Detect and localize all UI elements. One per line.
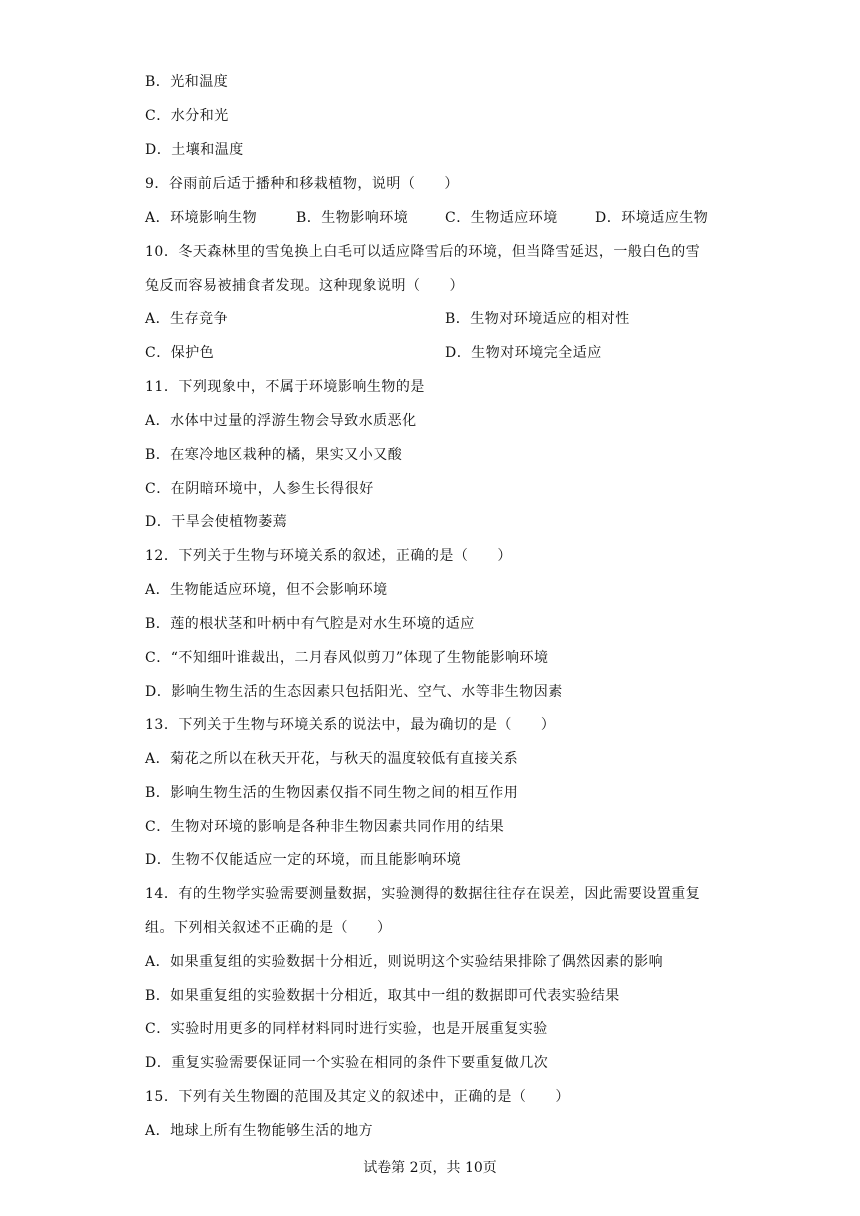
q12-option-b: B．莲的根状茎和叶柄中有气腔是对水生环境的适应 <box>145 616 475 632</box>
option-c-water-light: C．水分和光 <box>145 108 229 124</box>
q13-option-b: B．影响生物生活的生物因素仅指不同生物之间的相互作用 <box>145 785 519 801</box>
question-12: 12．下列关于生物与环境关系的叙述，正确的是（ ） <box>145 548 512 564</box>
q13-option-c: C．生物对环境的影响是各种非生物因素共同作用的结果 <box>145 819 505 835</box>
q11-option-d: D．干旱会使植物萎蔫 <box>145 514 288 530</box>
q11-option-b: B．在寒冷地区栽种的橘，果实又小又酸 <box>145 447 403 463</box>
q14-option-b: B．如果重复组的实验数据十分相近，取其中一组的数据即可代表实验结果 <box>145 988 620 1004</box>
question-10-line-1: 10．冬天森林里的雪兔换上白毛可以适应降雪后的环境，但当降雪延迟，一般白色的雪 <box>145 244 701 260</box>
q10-option-b: B．生物对环境适应的相对性 <box>445 311 630 327</box>
q13-option-a: A．菊花之所以在秋天开花，与秋天的温度较低有直接关系 <box>145 751 519 767</box>
option-d-soil-temperature: D．土壤和温度 <box>145 142 244 158</box>
question-13: 13．下列关于生物与环境关系的说法中，最为确切的是（ ） <box>145 717 556 733</box>
question-14-line-1: 14．有的生物学实验需要测量数据，实验测得的数据往往存在误差，因此需要设置重复 <box>145 886 701 902</box>
q14-option-d: D．重复实验需要保证同一个实验在相同的条件下要重复做几次 <box>145 1055 549 1071</box>
option-b-light-temperature: B．光和温度 <box>145 74 229 90</box>
q14-option-a: A．如果重复组的实验数据十分相近，则说明这个实验结果排除了偶然因素的影响 <box>145 954 664 970</box>
q14-option-c: C．实验时用更多的同样材料同时进行实验，也是开展重复实验 <box>145 1021 548 1037</box>
question-15: 15．下列有关生物圈的范围及其定义的叙述中，正确的是（ ） <box>145 1089 570 1105</box>
q9-option-d: D．环境适应生物 <box>595 210 709 226</box>
q9-option-a: A．环境影响生物 <box>145 210 258 226</box>
q13-option-d: D．生物不仅能适应一定的环境，而且能影响环境 <box>145 852 462 868</box>
question-14-line-2: 组。下列相关叙述不正确的是（ ） <box>145 920 392 936</box>
q11-option-a: A．水体中过量的浮游生物会导致水质恶化 <box>145 413 417 429</box>
q10-option-d: D．生物对环境完全适应 <box>445 345 602 361</box>
q15-option-a: A．地球上所有生物能够生活的地方 <box>145 1123 374 1139</box>
page-footer: 试卷第 2页，共 10页 <box>363 1160 497 1176</box>
q9-option-b: B．生物影响环境 <box>296 210 409 226</box>
q12-option-c: C．“不知细叶谁裁出，二月春风似剪刀”体现了生物能影响环境 <box>145 650 549 666</box>
q10-option-c: C．保护色 <box>145 345 215 361</box>
q12-option-a: A．生物能适应环境，但不会影响环境 <box>145 582 388 598</box>
question-10-line-2: 兔反而容易被捕食者发现。这种现象说明（ ） <box>145 278 464 294</box>
q10-option-a: A．生存竞争 <box>145 311 229 327</box>
q9-option-c: C．生物适应环境 <box>445 210 558 226</box>
q11-option-c: C．在阴暗环境中，人参生长得很好 <box>145 481 374 497</box>
q12-option-d: D．影响生物生活的生态因素只包括阳光、空气、水等非生物因素 <box>145 684 563 700</box>
question-11: 11．下列现象中，不属于环境影响生物的是 <box>145 379 425 395</box>
question-9: 9．谷雨前后适于播种和移栽植物，说明（ ） <box>145 176 459 192</box>
